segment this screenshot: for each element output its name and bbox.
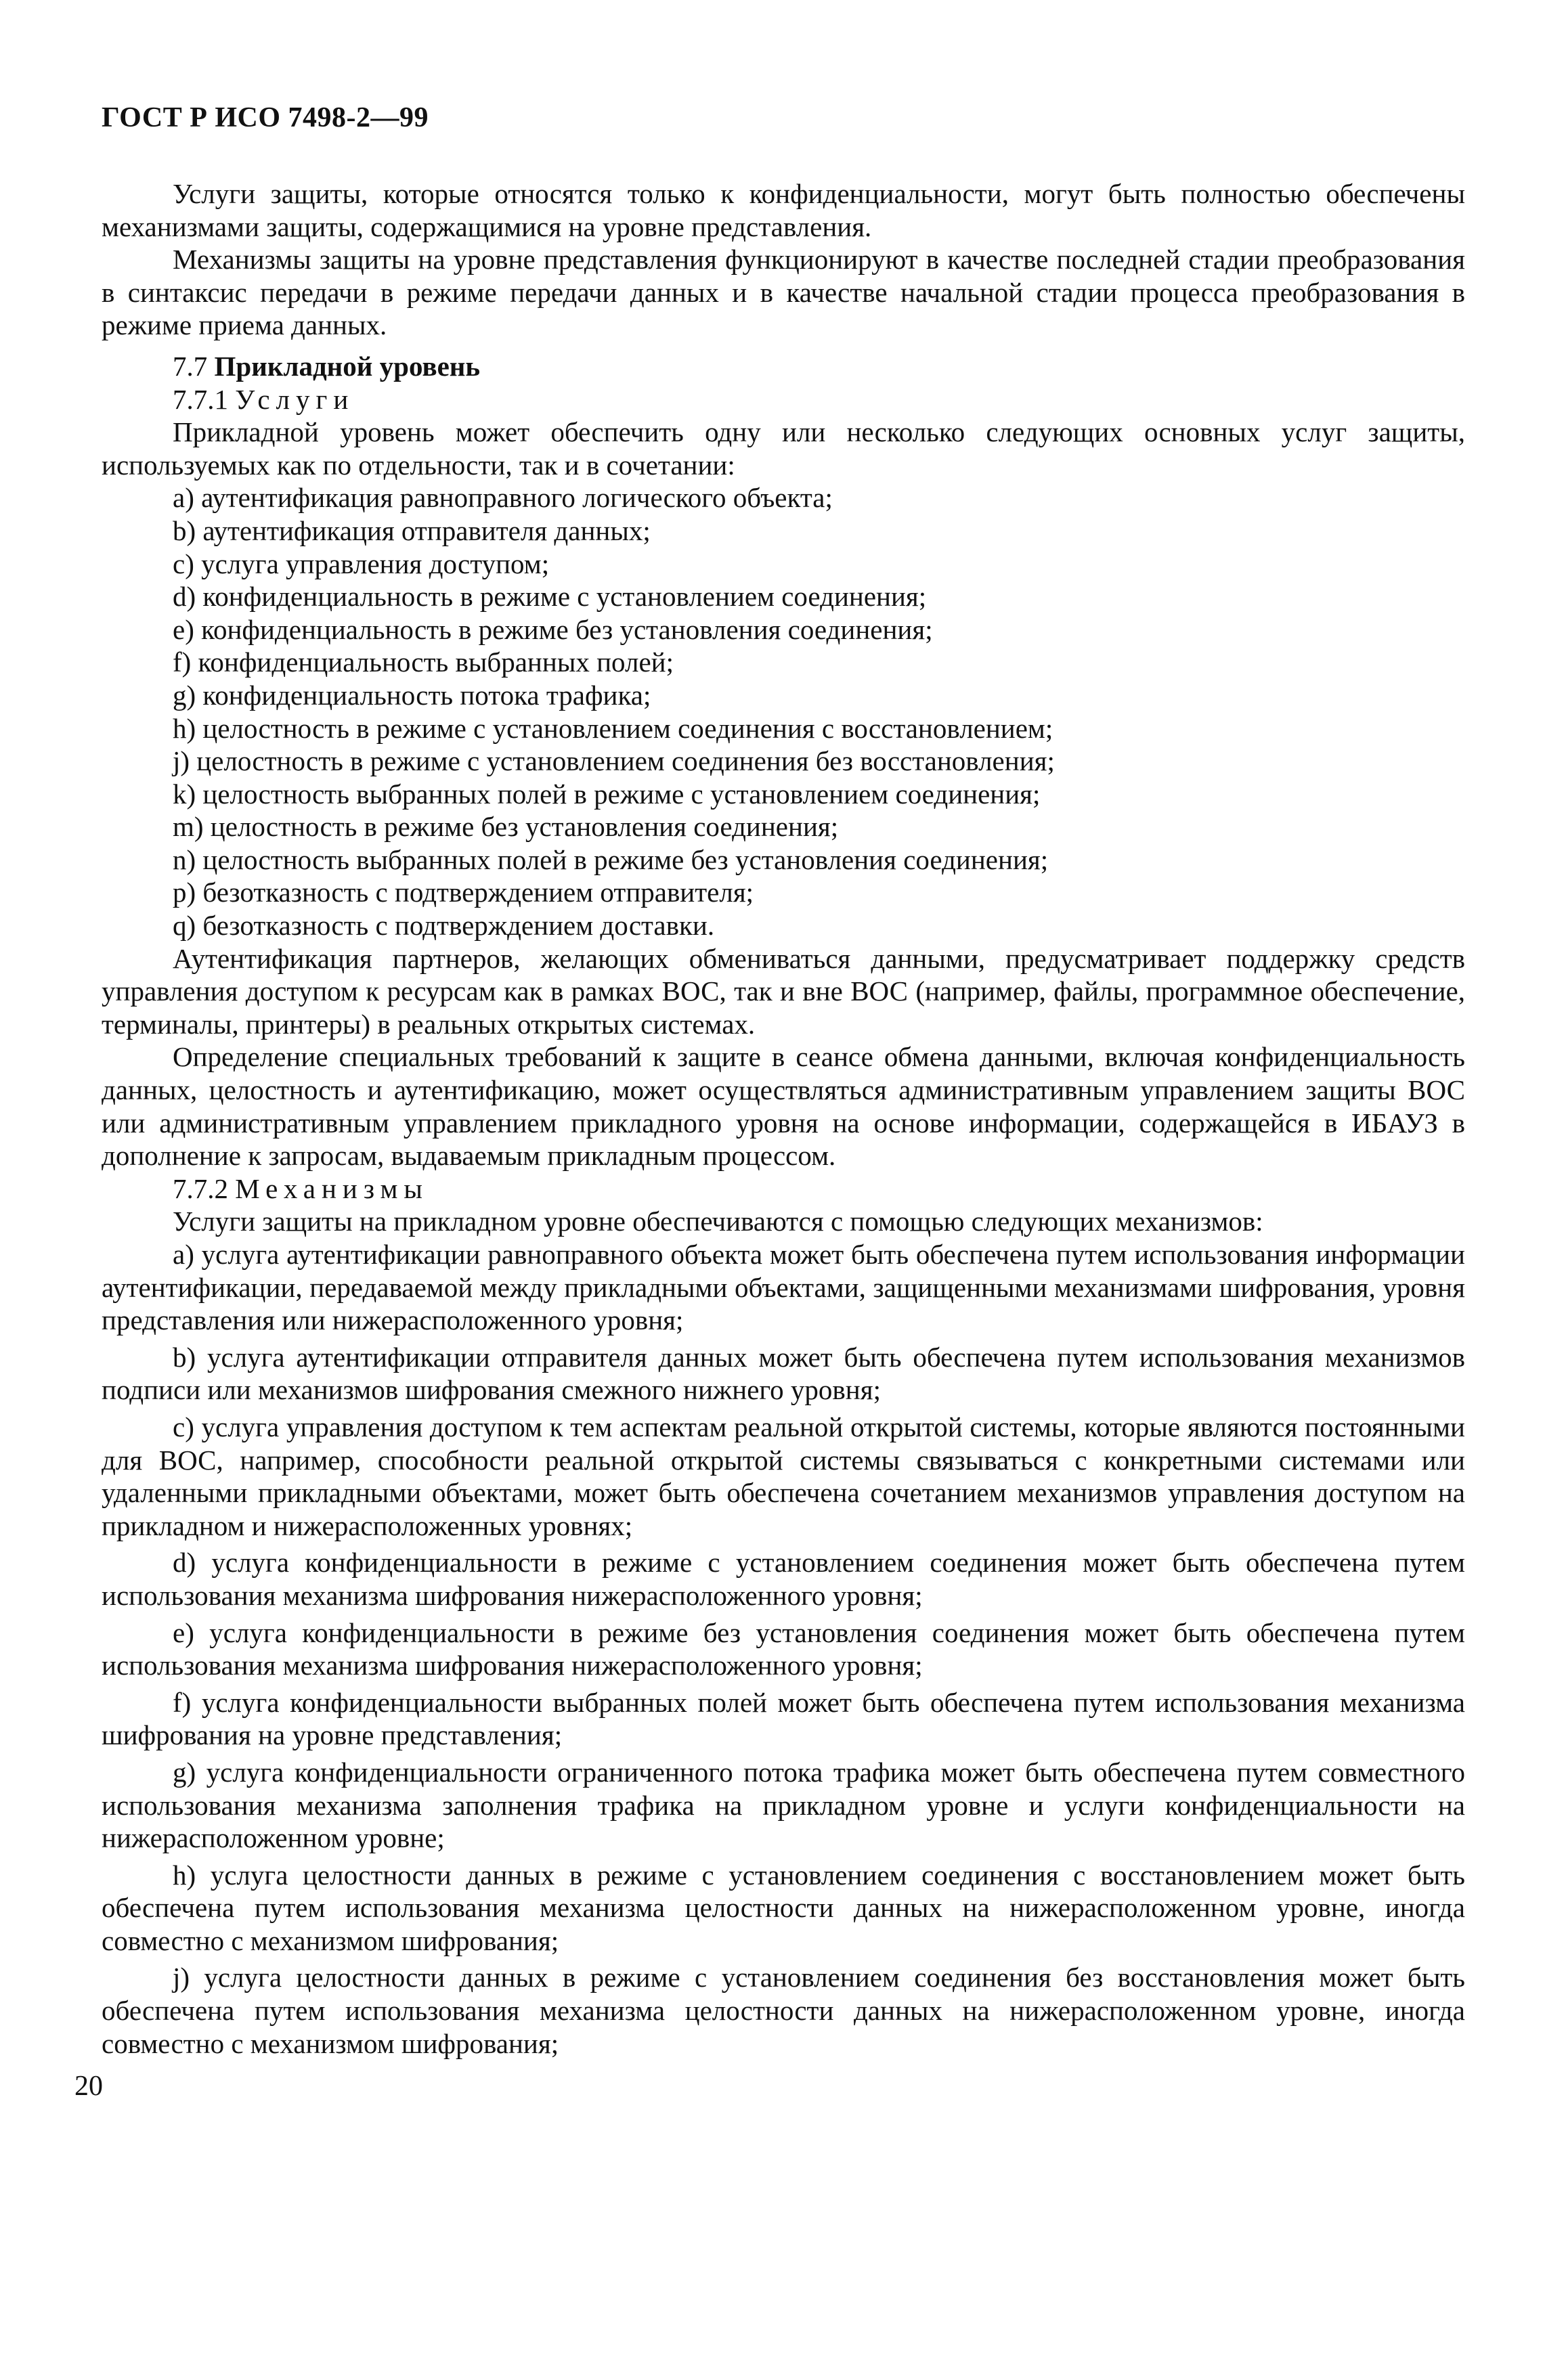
list-item: b) аутентификация отправителя данных; xyxy=(173,514,651,546)
list-item: f) услуга конфиденциальности выбранных полей может быть обеспечена путем использования механизма шифрования на уровне представления; xyxy=(102,1686,1465,1751)
section-title: Прикладной уровень xyxy=(214,350,481,382)
list-item: e) конфиденциальность в режиме без установления соединения; xyxy=(173,613,933,645)
list-item: f) конфиденциальность выбранных полей; xyxy=(173,646,674,678)
section-number: 7.7.2 xyxy=(173,1172,228,1204)
paragraph: Определение специальных требований к защите в сеансе обмена данными, включая конфиденциальность данных, целостность и аутентификацию, может осуществляться административным управлением защиты ВОС или административным управлением прикладного уровня на основе информации, содержащейся в ИБАУЗ в дополнение к запросам, выдаваемым прикладным процессом. xyxy=(102,1041,1465,1172)
list-item: j) целостность в режиме с установлением соединения без восстановления; xyxy=(173,745,1055,777)
paragraph: Механизмы защиты на уровне представления функционируют в качестве последней стадии преобразования в синтаксис передачи в режиме передачи данных и в качестве начальной стадии процесса преобразования в режиме приема данных. xyxy=(102,244,1465,341)
list-item: j) услуга целостности данных в режиме с установлением соединения без восстановления может быть обеспечена путем использования механизма целостности данных на нижерасположенном уровне, иногда совместно с механизмом шифрования; xyxy=(102,1962,1465,2059)
list-item: k) целостность выбранных полей в режиме с установлением соединения; xyxy=(173,778,1041,810)
section-title: Услуги xyxy=(235,383,355,415)
section-number: 7.7.1 xyxy=(173,383,228,415)
services-list xyxy=(102,481,1465,942)
list-item: d) конфиденциальность в режиме с установлением соединения; xyxy=(173,581,927,613)
paragraph: Прикладной уровень может обеспечить одну или несколько следующих основных услуг защиты, используемых как по отдельности, так и в сочетании: xyxy=(102,416,1465,481)
section-title: Механизмы xyxy=(235,1172,429,1204)
list-item: h) целостность в режиме с установлением соединения с восстановлением; xyxy=(173,712,1053,744)
subsection-heading-7-7-2 xyxy=(102,1172,1465,1206)
list-item: g) услуга конфиденциальности ограниченного потока трафика может быть обеспечена путем совместного использования механизма заполнения трафика на прикладном уровне и услуги конфиденциальности на нижерасположенном уровне; xyxy=(102,1756,1465,1854)
subsection-heading-7-7-1 xyxy=(102,383,1465,416)
list-item: p) безотказность с подтверждением отправителя; xyxy=(173,877,754,908)
list-item: c) услуга управления доступом к тем аспектам реальной открытой системы, которые являются постоянными для ВОС, например, способности реальной открытой системы связываться с конкретными системами или удаленными прикладными объектами, может быть обеспечена сочетанием механизмов управления доступом на прикладном и нижерасположенных уровнях; xyxy=(102,1411,1465,1541)
document-body xyxy=(102,177,1465,2060)
list-item: d) услуга конфиденциальности в режиме с установлением соединения может быть обеспечена путем использования механизма шифрования нижерасположенного уровня; xyxy=(102,1547,1465,1611)
paragraph: Услуги защиты на прикладном уровне обеспечиваются с помощью следующих механизмов: xyxy=(173,1206,1263,1237)
list-item: h) услуга целостности данных в режиме с установлением соединения с восстановлением может быть обеспечена путем использования механизма целостности данных на нижерасположенном уровне, иногда совместно с механизмом шифрования; xyxy=(102,1859,1465,1956)
paragraph: Услуги защиты, которые относятся только к конфиденциальности, могут быть полностью обеспечены механизмами защиты, содержащимися на уровне представления. xyxy=(102,178,1465,242)
page-number: 20 xyxy=(74,2071,103,2102)
list-item: a) услуга аутентификации равноправного объекта может быть обеспечена путем использования информации аутентификации, передаваемой между прикладными объектами, защищенными механизмами шифрования, уровня представления или нижерасположенного уровня; xyxy=(102,1239,1465,1336)
section-number: 7.7 xyxy=(173,350,208,382)
list-item: m) целостность в режиме без установления соединения; xyxy=(173,811,839,843)
paragraph: Аутентификация партнеров, желающих обмениваться данными, предусматривает поддержку средств управления доступом к ресурсам как в рамках ВОС, так и вне ВОС (например, файлы, программное обеспечение, терминалы, принтеры) в реальных открытых системах. xyxy=(102,942,1465,1040)
list-item: b) услуга аутентификации отправителя данных может быть обеспечена путем использования механизмов подписи или механизмов шифрования смежного нижнего уровня; xyxy=(102,1341,1465,1406)
document-header: ГОСТ Р ИСО 7498-2—99 xyxy=(102,102,429,133)
list-item: n) целостность выбранных полей в режиме без установления соединения; xyxy=(173,843,1049,875)
list-item: q) безотказность с подтверждением доставки. xyxy=(173,910,715,942)
mechanisms-list xyxy=(102,1238,1465,2060)
list-item: g) конфиденциальность потока трафика; xyxy=(173,679,651,711)
section-heading-7-7 xyxy=(102,350,1465,383)
list-item: a) аутентификация равноправного логического объекта; xyxy=(173,482,833,514)
list-item: c) услуга управления доступом; xyxy=(173,548,550,579)
list-item: e) услуга конфиденциальности в режиме без установления соединения может быть обеспечена путем использования механизма шифрования нижерасположенного уровня; xyxy=(102,1616,1465,1681)
